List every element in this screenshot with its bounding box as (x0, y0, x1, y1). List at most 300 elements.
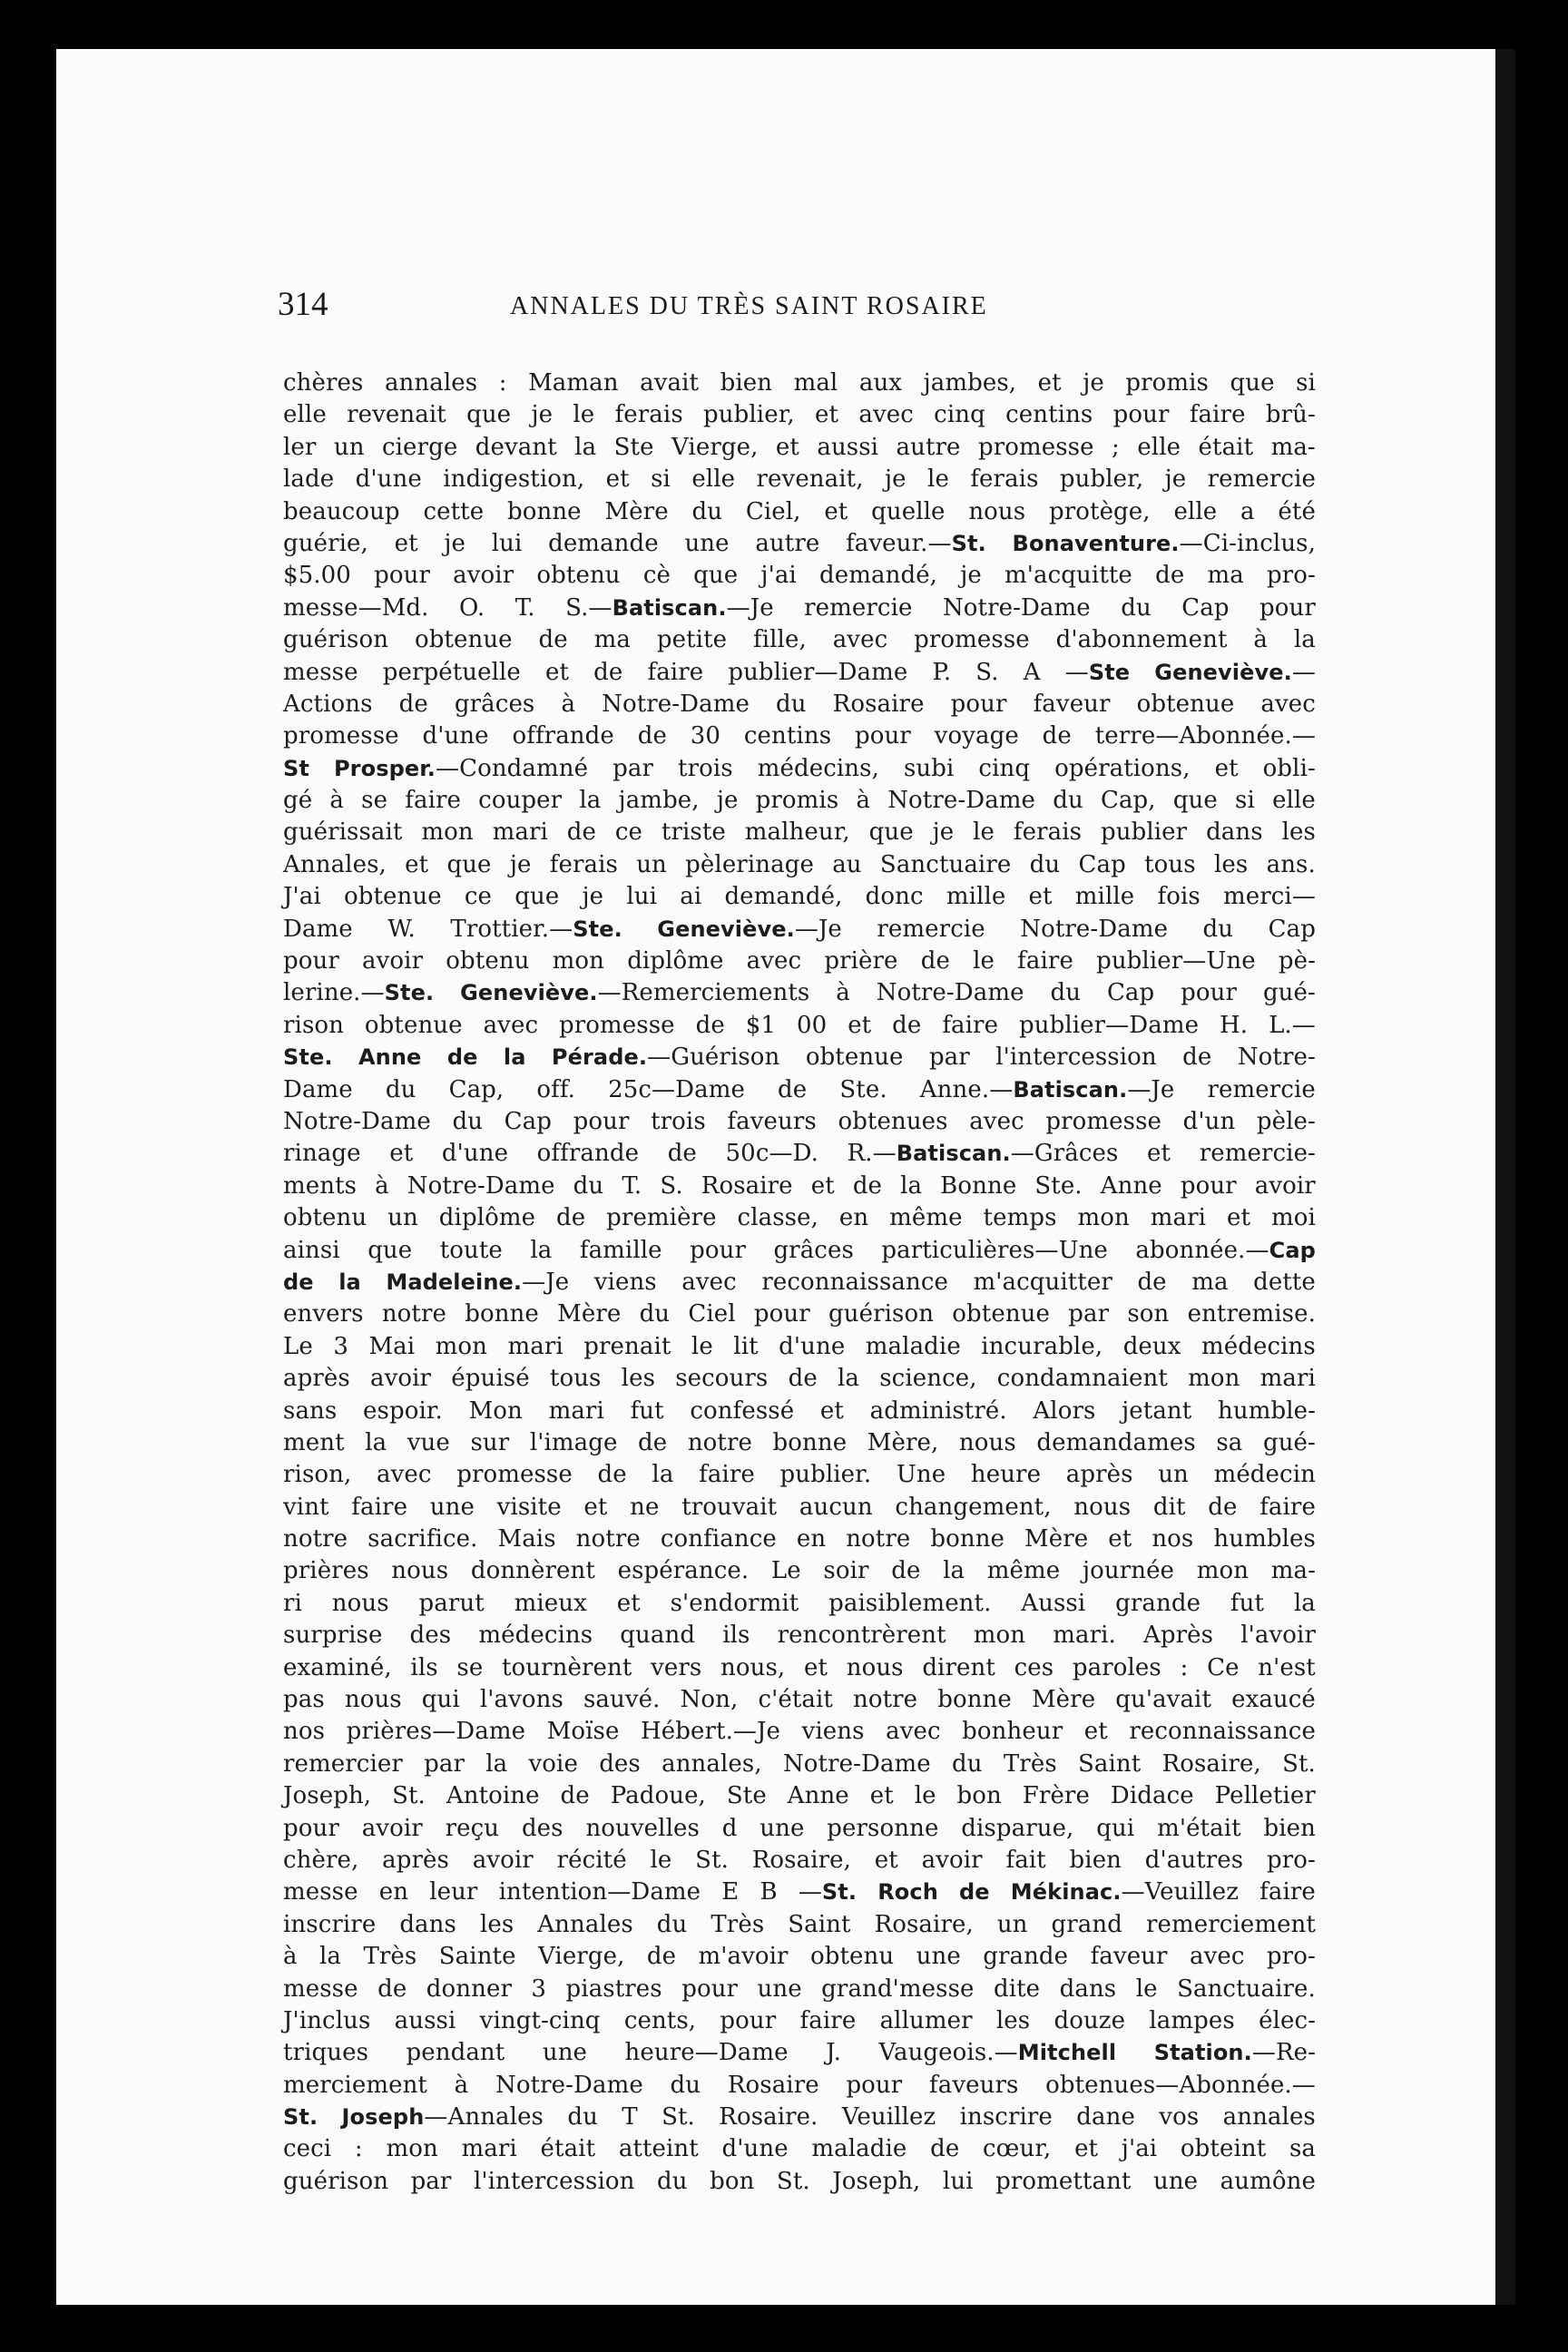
word: allumer (879, 2006, 973, 2034)
word: et (810, 1171, 835, 1200)
word: été (1278, 497, 1316, 525)
word-group (746, 496, 801, 528)
word-group (283, 1074, 353, 1106)
word-group (1159, 2102, 1199, 2133)
word-group (978, 753, 1030, 785)
word: que (693, 562, 739, 590)
word-group (651, 464, 671, 495)
word-group (514, 881, 559, 913)
word-group (859, 368, 902, 399)
text-line (283, 2133, 1316, 2165)
text-line (283, 1620, 1316, 1651)
word: faire (647, 658, 704, 686)
word: l'image (529, 1428, 618, 1456)
word-group (497, 1492, 562, 1524)
word: lui (626, 883, 658, 911)
text-line (283, 496, 1316, 528)
word: jambes, (923, 369, 1017, 397)
word-group (283, 1716, 325, 1748)
word: —Remerciements (597, 979, 810, 1007)
word: et (775, 433, 799, 461)
word: humble- (1218, 1396, 1316, 1425)
word: pour (720, 2006, 777, 2034)
word-group (1091, 1941, 1168, 1973)
word: et (1083, 1718, 1108, 1746)
word-group (283, 2166, 388, 2198)
word: faire (1017, 947, 1073, 975)
word: remercie (1207, 466, 1316, 494)
text-line (283, 881, 1316, 913)
word: : (498, 369, 507, 397)
word-group (561, 1780, 590, 1812)
word-group (647, 657, 703, 689)
word-group (1223, 881, 1316, 913)
word-group (647, 1941, 676, 1973)
text-line (283, 1780, 1316, 1812)
word: grâces (773, 1236, 854, 1264)
word: changement, (895, 1493, 1052, 1521)
word-group (379, 1877, 408, 1908)
word-group (1294, 1588, 1316, 1620)
word-group (602, 689, 750, 720)
word: Trottier.— (450, 915, 573, 943)
word-group (662, 2102, 695, 2133)
word-group (499, 368, 507, 399)
text-line (283, 1235, 1316, 1267)
word: T. (514, 593, 535, 622)
word: lit (733, 1332, 759, 1360)
word: publier—Dame (728, 658, 908, 686)
word: et (874, 1846, 898, 1874)
word: faire (699, 1461, 755, 1489)
word: opérations, (1054, 754, 1191, 782)
word-group (839, 1074, 887, 1106)
word: S. (975, 658, 999, 686)
word: surprise (283, 1622, 383, 1650)
word: m'avoir (698, 1943, 789, 1971)
word-group (283, 1845, 358, 1877)
word-group (1108, 1524, 1132, 1555)
word: faire (942, 1011, 999, 1039)
place-name-word: Roch (877, 1879, 938, 1906)
word: lerine.— (283, 979, 385, 1007)
word: —Je (794, 915, 842, 943)
word-group (747, 946, 802, 977)
word-group (446, 1813, 500, 1845)
word-group (283, 1780, 371, 1812)
word: du (573, 1171, 604, 1200)
word-group (1208, 1074, 1316, 1106)
word-group (631, 1396, 664, 1427)
word-group (497, 1524, 555, 1555)
word: d (721, 1814, 738, 1842)
word-group (538, 1941, 624, 1973)
word: Rosaire (832, 690, 925, 718)
word: intention—Dame (498, 1878, 701, 1906)
word-group (583, 1684, 661, 1716)
word-group (283, 785, 312, 817)
word-group (283, 560, 351, 592)
word: qu'avait (1115, 1686, 1212, 1714)
word-group (528, 368, 619, 399)
word-group (334, 753, 588, 785)
word: Sainte (438, 1943, 516, 1971)
word: à (375, 1171, 389, 1200)
word: faire (1189, 401, 1246, 429)
word: Cap, (1100, 787, 1156, 815)
word: d'autres (1144, 1846, 1244, 1874)
word: obtenue (952, 1300, 1050, 1328)
word-group (626, 881, 657, 913)
word-group (643, 560, 671, 592)
text-line (283, 368, 1316, 399)
word: grand'messe (821, 1975, 975, 2003)
word: elle (1173, 497, 1218, 525)
word-group (1177, 1974, 1316, 2005)
word: viens (593, 1268, 657, 1296)
word-group (757, 464, 864, 495)
word-group (961, 1813, 1073, 1845)
word: fait (1005, 1846, 1046, 1874)
word: heure (970, 1461, 1042, 1489)
word-group (681, 1267, 737, 1298)
word-group (973, 946, 995, 977)
word-group (473, 1845, 534, 1877)
word: Mais (497, 1525, 556, 1553)
word: lui (942, 2167, 974, 2195)
word: après (1065, 1461, 1133, 1489)
word: annales, (662, 1749, 762, 1778)
word-group (1115, 1588, 1200, 1620)
word-group (1075, 881, 1135, 913)
word-group (1182, 1042, 1211, 1073)
word-group (1032, 1684, 1095, 1716)
word: je (960, 562, 982, 590)
word: science, (879, 1365, 977, 1393)
word: du (656, 1910, 688, 1938)
word-group (439, 1941, 516, 1973)
word: avec (681, 1268, 737, 1296)
word-group (934, 399, 985, 431)
word: vint (283, 1493, 329, 1521)
text-line (283, 560, 1316, 592)
word-group (797, 1524, 826, 1555)
word-group (855, 720, 911, 752)
word: chère, (283, 1846, 359, 1874)
word: notre (687, 1428, 752, 1456)
word-group (753, 624, 807, 656)
word: rinage (283, 1140, 361, 1168)
word-group (1021, 1588, 1085, 1620)
word: Ce (1207, 1653, 1240, 1681)
word-group (361, 785, 387, 817)
word: J'inclus (283, 2006, 371, 2034)
word: de (638, 1428, 668, 1456)
word: Moïse (546, 1718, 620, 1746)
word-group (1220, 1010, 1248, 1042)
word-group (897, 432, 961, 464)
word: abonnée.— (1135, 1236, 1269, 1264)
word-group (1181, 1652, 1189, 1684)
word: personne (827, 1814, 939, 1842)
word-group (415, 624, 513, 656)
word: mon (1188, 1365, 1240, 1393)
place-name-word: St (283, 755, 309, 781)
word-group (699, 1459, 755, 1491)
word-group (283, 528, 368, 560)
word: obtenue (414, 626, 513, 654)
word-group (657, 1909, 688, 1941)
place-name-word: Joseph (341, 2104, 425, 2131)
word: de (920, 947, 950, 975)
word-group (951, 689, 1007, 720)
word-group (1214, 849, 1248, 881)
word: obtenue (1136, 690, 1235, 718)
word: que (868, 818, 914, 847)
word-group (1147, 1138, 1171, 1170)
word-group (957, 1780, 1002, 1812)
word: Non, (680, 1686, 739, 1714)
word: notre (381, 1300, 446, 1328)
word-group (459, 593, 485, 624)
word: Annales, (283, 850, 387, 878)
word-group (681, 1684, 739, 1716)
word-group (545, 657, 569, 689)
word: les (1281, 818, 1316, 847)
word-group (1263, 1813, 1316, 1845)
word: avec (483, 1011, 539, 1039)
word: elle (283, 401, 327, 429)
word: d'une (721, 2135, 789, 2163)
word-group (622, 1363, 655, 1395)
word: Rosaire (727, 2071, 819, 2099)
word-group (484, 1010, 539, 1042)
word-group (531, 1974, 546, 2005)
word: J. (826, 2039, 841, 2067)
word: le (1135, 1975, 1158, 2003)
word-group (530, 1235, 552, 1267)
word-group (1079, 849, 1126, 881)
word-group (529, 1749, 578, 1780)
word-group (1278, 496, 1316, 528)
word: obtenue (343, 883, 442, 911)
text-line (283, 753, 1316, 785)
word: nouvelles (585, 1814, 700, 1842)
word-group (943, 1555, 965, 1587)
word: promis (1125, 369, 1209, 397)
text-line (283, 657, 1316, 689)
word: de (1155, 562, 1185, 590)
text-line (283, 1492, 1316, 1524)
word: tous (549, 1365, 602, 1393)
word-group (362, 946, 423, 977)
word-group (959, 1877, 990, 1908)
word-group (446, 946, 529, 977)
text-line (283, 1074, 1316, 1106)
word-group (779, 1331, 845, 1363)
word: au (832, 850, 862, 878)
word-group (1208, 1492, 1237, 1524)
word-group (773, 1235, 853, 1267)
word-group (879, 1363, 976, 1395)
text-line (283, 1106, 1316, 1138)
word-group (395, 528, 418, 560)
word: A (1023, 658, 1041, 686)
word: voyage (934, 722, 1019, 750)
word-group (1077, 1202, 1129, 1234)
word-group (722, 1620, 750, 1651)
word: et (1226, 1204, 1251, 1232)
word: mille (1074, 883, 1135, 911)
word: de (892, 1011, 922, 1039)
word: promesse (283, 722, 399, 750)
word: diplôme (627, 947, 724, 975)
word: bonne (465, 1300, 539, 1328)
word: la (485, 1749, 508, 1778)
word: faveur.— (846, 529, 952, 557)
word-group (429, 1877, 477, 1908)
word-group (283, 1813, 339, 1845)
word: mari. (1053, 1622, 1116, 1650)
word-group (1073, 1492, 1131, 1524)
word: fut (1230, 1589, 1265, 1617)
word: promesse (559, 1011, 675, 1039)
word-group (1259, 1492, 1316, 1524)
word: du (776, 690, 807, 718)
word-group (780, 1459, 872, 1491)
word-group (727, 1106, 816, 1138)
word: remerciement (1145, 1910, 1316, 1938)
word-group (952, 1749, 983, 1780)
word: publier—Dame (1019, 1011, 1200, 1039)
word: R.— (847, 1140, 897, 1168)
word: je (582, 883, 604, 911)
word: ; (1112, 433, 1120, 461)
word-group (550, 1363, 602, 1395)
word: gé (283, 787, 313, 815)
word: de (788, 1365, 818, 1393)
place-name-word: de (283, 1269, 314, 1295)
word: piastres (565, 1975, 662, 2003)
word-group (410, 1620, 452, 1651)
word-group (478, 1620, 593, 1651)
word-group (1279, 946, 1316, 977)
word: le (691, 1332, 713, 1360)
word-group (875, 1845, 898, 1877)
word: de (852, 1171, 883, 1200)
word: ferais (1013, 818, 1083, 847)
word-group (1289, 2133, 1316, 2165)
word-group (722, 2133, 789, 2165)
word-group (1024, 1524, 1088, 1555)
word-group (573, 399, 594, 431)
word-group (867, 1427, 939, 1459)
word-group (579, 785, 601, 817)
word-group (1017, 946, 1073, 977)
word-group (778, 1620, 946, 1651)
word-group (283, 1620, 382, 1651)
word-group (338, 1267, 361, 1298)
word-group (1214, 1459, 1316, 1491)
word: viens (801, 1718, 865, 1746)
word-group (283, 1042, 333, 1073)
word-group (838, 1106, 947, 1138)
word-group (1282, 817, 1316, 848)
word: bonne (506, 497, 582, 525)
word: —Re- (1251, 2039, 1316, 2067)
word-group (871, 496, 945, 528)
word: Notre-Dame (887, 787, 1036, 815)
word-group (1257, 1106, 1316, 1138)
word-group (283, 914, 353, 946)
word-group (846, 2070, 902, 2102)
word-group (1034, 1171, 1082, 1202)
word: bon (956, 1782, 1002, 1810)
word: du (567, 2103, 598, 2132)
word-group (1033, 1396, 1095, 1427)
word-group (475, 432, 557, 464)
word: en (796, 1525, 827, 1553)
word: confessé (690, 1396, 795, 1425)
word: et (405, 850, 429, 878)
word: bonne (937, 1686, 1012, 1714)
word-group (1154, 657, 1316, 689)
word-group (1207, 1652, 1239, 1684)
word-group (1255, 1171, 1316, 1202)
word-group (952, 1298, 1050, 1330)
word-group (624, 2005, 696, 2037)
word-group (984, 1202, 1057, 1234)
word-group (880, 2005, 973, 2037)
word: rison (283, 1011, 344, 1039)
word-group (392, 1780, 426, 1812)
word-group (776, 689, 807, 720)
word: Une (896, 1461, 946, 1489)
text-line (283, 720, 1316, 752)
word-group (995, 1042, 1157, 1073)
word-group (283, 1941, 298, 1973)
word-group (1125, 368, 1209, 399)
text-line (283, 1877, 1316, 1908)
word-group (515, 593, 535, 624)
word: Notre-Dame (876, 979, 1024, 1007)
word-group (1162, 1749, 1261, 1780)
word-group (446, 849, 491, 881)
word: ma (1191, 1268, 1229, 1296)
word: de (398, 690, 428, 718)
text-line (283, 817, 1316, 848)
word-group (522, 1813, 564, 1845)
word: promis (755, 787, 839, 815)
word: soir (823, 1557, 869, 1585)
word: avec (969, 1107, 1024, 1135)
word: guérissait (283, 818, 403, 847)
word-group (662, 1749, 762, 1780)
text-line (283, 1331, 1316, 1363)
word-group (495, 2070, 643, 2102)
word: par (612, 754, 653, 782)
word-group (1266, 399, 1316, 431)
word: annales (384, 369, 478, 397)
word-group (848, 1138, 1119, 1170)
word: Mon (468, 1396, 523, 1425)
word-group (283, 399, 327, 431)
word-group (470, 1427, 509, 1459)
word: d'une (422, 722, 489, 750)
word-group (465, 881, 492, 913)
word: était (540, 2135, 596, 2163)
word-group (573, 1171, 604, 1202)
